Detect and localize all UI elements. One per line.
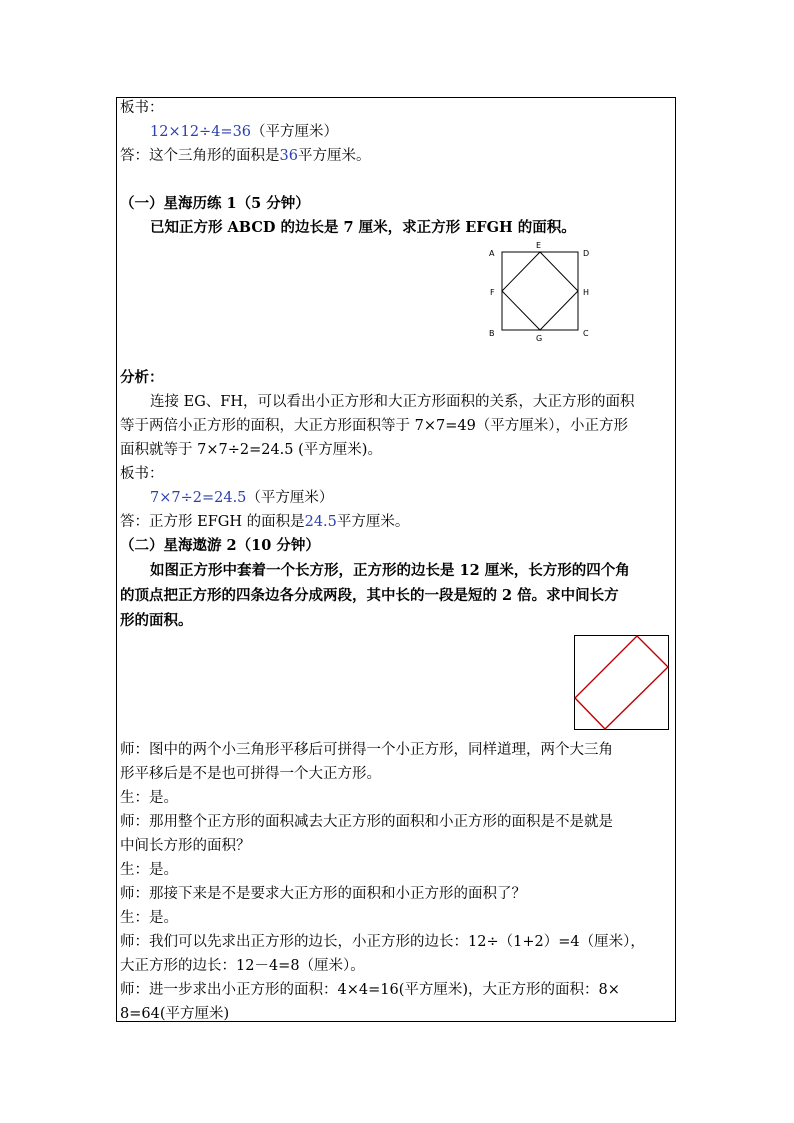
dialogue-line: 师：我们可以先求出正方形的边长，小正方形的边长：12÷（1+2）=4（厘米）， <box>120 934 645 950</box>
dialogue-line: 师：图中的两个小三角形平移后可拼得一个小正方形，同样道理，两个大三角 <box>120 742 613 758</box>
analysis-label: 分析： <box>120 369 164 386</box>
analysis-line-1: 连接 EG、FH，可以看出小正方形和大正方形面积的关系，大正方形的面积 <box>150 394 635 410</box>
section1-problem: 已知正方形 ABCD 的边长是 7 厘米，求正方形 EFGH 的面积。 <box>150 219 576 236</box>
dialogue-line: 生：是。 <box>120 862 178 878</box>
board-calc-1: 12×12÷4=36（平方厘米） <box>150 124 339 140</box>
dialogue-line: 8=64(平方厘米) <box>120 1006 230 1022</box>
dialogue-line: 大正方形的边长：12－4=8（厘米）。 <box>120 958 365 974</box>
answer-1: 答：这个三角形的面积是36平方厘米。 <box>120 148 371 164</box>
label-h: H <box>583 288 590 297</box>
label-g: G <box>536 334 543 343</box>
board-calc-2: 7×7÷2=24.5（平方厘米） <box>150 490 334 506</box>
dialogue-line: 形平移后是不是也可拼得一个大正方形。 <box>120 766 381 782</box>
dialogue-line: 生：是。 <box>120 790 178 806</box>
section2-heading: （二）星海遨游 2（10 分钟） <box>120 537 320 554</box>
board-label-1: 板书： <box>120 100 164 116</box>
square-abcd-figure <box>484 240 596 344</box>
board-label-2: 板书： <box>120 466 164 482</box>
dialogue-line: 师：那用整个正方形的面积减去大正方形的面积和小正方形的面积是不是就是 <box>120 814 613 830</box>
section2-problem-3: 形的面积。 <box>120 612 193 629</box>
analysis-line-2: 等于两倍小正方形的面积，大正方形面积等于 7×7=49（平方厘米），小正方形 <box>120 418 629 434</box>
dialogue-line: 生：是。 <box>120 910 178 926</box>
label-d: D <box>583 249 590 258</box>
answer-2: 答：正方形 EFGH 的面积是24.5平方厘米。 <box>120 514 410 530</box>
label-e: E <box>536 241 542 250</box>
section2-problem-2: 的顶点把正方形的四条边各分成两段，其中长的一段是短的 2 倍。求中间长方 <box>120 587 619 604</box>
section1-heading: （一）星海历练 1（5 分钟） <box>120 195 310 212</box>
nested-rectangle-figure <box>574 635 670 731</box>
dialogue-line: 师：进一步求出小正方形的面积：4×4=16(平方厘米)，大正方形的面积：8× <box>120 982 620 998</box>
label-c: C <box>583 329 589 338</box>
dialogue-line: 师：那接下来是不是要求大正方形的面积和小正方形的面积了？ <box>120 886 526 902</box>
label-f: F <box>490 288 495 297</box>
analysis-line-3: 面积就等于 7×7÷2=24.5 (平方厘米)。 <box>120 442 382 458</box>
label-a: A <box>489 249 495 258</box>
section2-problem-1: 如图正方形中套着一个长方形，正方形的边长是 12 厘米，长方形的四个角 <box>150 562 630 579</box>
label-b: B <box>489 329 495 338</box>
dialogue-line: 中间长方形的面积？ <box>120 838 251 854</box>
